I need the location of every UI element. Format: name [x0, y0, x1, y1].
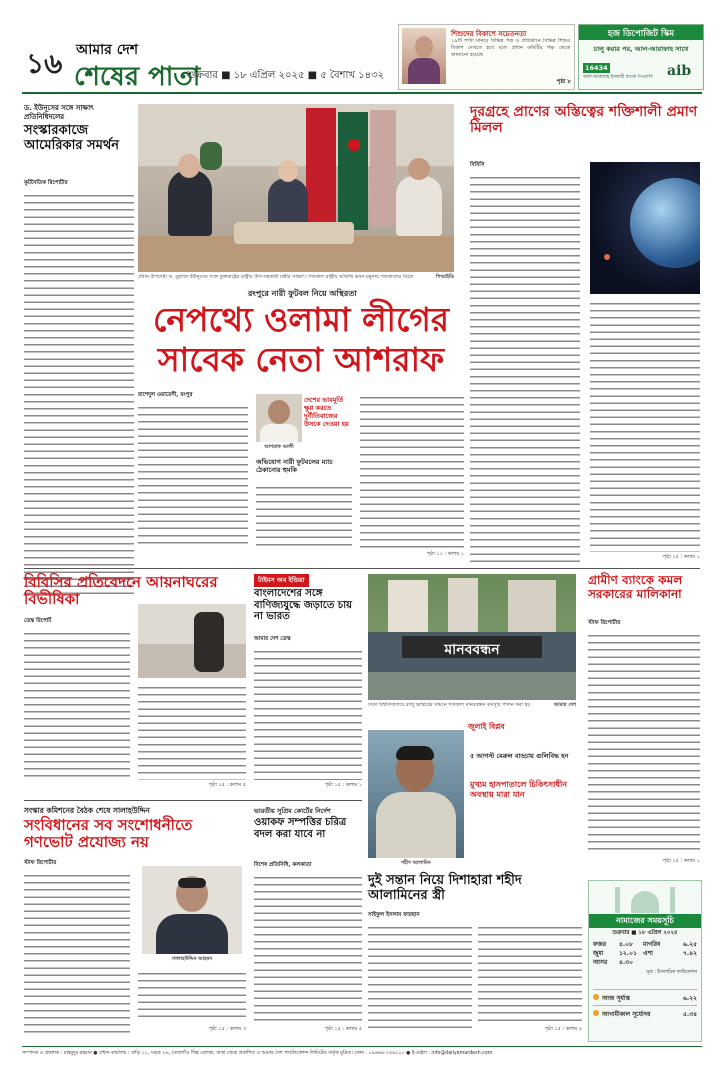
- story-grameen-bank[interactable]: [588, 574, 700, 872]
- photo-salahuddin: [142, 866, 242, 954]
- story-olama-league[interactable]: [138, 288, 464, 563]
- masthead-rule: [22, 92, 702, 94]
- page-number: ১৬: [26, 47, 63, 80]
- prayer-times-box: [588, 880, 702, 1042]
- story-body: [254, 874, 362, 1024]
- story-byline: স্টাফ রিপোর্টার: [588, 620, 621, 626]
- story-body: [588, 632, 700, 854]
- teaser-ref: পৃষ্ঠা ৮: [556, 79, 571, 85]
- prayer-row: [593, 958, 697, 967]
- story-body-col2: [138, 970, 246, 1022]
- source-label: টাইমস অব ইন্ডিয়া: [254, 574, 309, 587]
- story-continued: পৃষ্ঠা ১৫ : কলাম ৫: [208, 782, 246, 788]
- section-label: জুলাই বিপ্লব: [468, 722, 505, 731]
- ad-logo: aib: [667, 63, 692, 79]
- photo-meeting-caption: প্রধান উপদেষ্টা ড. মুহাম্মদ ইউনূসের সঙ্গে যুক্তরাষ্ট্রের রাষ্ট্রীয় উপ-সহকারী মন্ত্রীর সাক্ষাৎ। গতকাল রাষ্ট্রীয় অতিথি ভবন যমুনায় গতকালের বৈঠক: [138, 274, 414, 280]
- sunrise-time: ৫.৩৪: [683, 1011, 697, 1018]
- photo-salahuddin-name: সালাহউদ্দিন আহমদ: [171, 956, 213, 962]
- prayer-time: ৭.৪২: [683, 950, 697, 957]
- page-name: শেষের পাতা: [74, 62, 201, 92]
- photo-ashraf: [256, 394, 302, 442]
- ad-subtitle: চালু করার পর, আল-আরাফাহ সাথে: [593, 45, 689, 53]
- prayer-name: মাগরিব: [643, 941, 661, 948]
- story-martyr-alamin[interactable]: [368, 722, 582, 1040]
- story-kicker: সংস্কার কমিশনের বৈঠক শেষে সালাহউদ্দিন: [24, 806, 150, 815]
- prayer-title: নামাজের সময়সূচি: [589, 914, 701, 928]
- story-byline: ডেস্ক রিপোর্ট: [24, 618, 52, 624]
- teaser-title: শিশুদের বিকাশে সচেতনতা: [451, 30, 527, 38]
- prayer-name: ফজর: [593, 941, 607, 948]
- teaser-text: ১৯টি শাখা মানবে বিভিন্ন পত্র ও প্রতিষ্ঠানে বিভিন্ন শিশুর বিকাশ দেখতে হবে বলে প্রধান কমিটির পক্ষ থেকে জানানো হয়েছে: [451, 38, 570, 59]
- story-body-col2: [138, 684, 246, 780]
- photo-aynaghar: [138, 604, 246, 678]
- story-byline: বিশেষ প্রতিনিধি, কলকাতা: [254, 862, 312, 868]
- ad-phone: 16434: [585, 64, 608, 72]
- story-byline: স্টাফ রিপোর্টার: [24, 860, 57, 866]
- prayer-table: [593, 940, 697, 967]
- prayer-time: ৬.২৫: [683, 941, 697, 948]
- section-rule-left: [24, 800, 362, 801]
- ad-bank: আল-আরাফাহ ইসলামী ব্যাংক পিএলসি: [583, 75, 653, 80]
- story-body-col1: [138, 404, 248, 549]
- footer-imprint: সম্পাদক ও প্রকাশক : মাহমুদুর রহমান ● প্রধান কার্যালয় : বাড়ি ১১, সড়ক ২৬, তেজগাঁও শিল্প এলাকা, ঢাকা থেকে প্রকাশিত ও আমার দেশ পাবলিকেশন্স লিমিটেড কর্তৃক মুদ্রিত। ফোন : ০৯৬৬৯-২৫৯০০০ ● ই-মেইল : info@dailyamardesh.com: [22, 1051, 493, 1056]
- story-trade-war[interactable]: [254, 574, 362, 796]
- story-body-col2: [590, 300, 700, 552]
- story-byline: বিবিসি: [470, 162, 485, 168]
- story-kicker: ভারতীয় সুপ্রিম কোর্টের নির্দেশ: [254, 807, 331, 815]
- sunset-row: [593, 989, 697, 1004]
- photo-ashraf-name: আশরাফ আলী: [264, 444, 294, 450]
- story-kicker: রংপুরে নারী ফুটবল নিয়ে অস্থিরতা: [248, 289, 357, 298]
- story-title: বিবিসির প্রতিবেদনে আয়নাঘরের বিভীষিকা: [24, 573, 218, 609]
- date-line: শুক্রবার ■ ১৮ এপ্রিল ২০২৫ ■ ৫ বৈশাখ ১৪৩২: [187, 70, 385, 81]
- prayer-date: শুক্রবার ■ ১৮ এপ্রিল ২০২৫: [612, 930, 678, 936]
- story-constitution[interactable]: [24, 806, 246, 1040]
- sunrise-label: আগামীকাল সূর্যোদয়: [602, 1011, 651, 1018]
- photo-meeting: [138, 104, 454, 272]
- story-byline: কূটনৈতিক রিপোর্টার: [24, 180, 68, 186]
- photo-human-chain-caption: ঢাকা বিশ্ববিদ্যালয়ে রাজু ভাস্কর্যের সামনে গতকাল মানববন্ধন কর্মসূচি পালন করা হয়: [368, 702, 531, 708]
- mosque-icon: [611, 885, 679, 913]
- story-note-2: মুখ্যম হাসপাতালে চিকিৎসাধীন অবস্থায় মারা যান: [470, 780, 568, 799]
- sun-icon: [593, 1010, 599, 1016]
- photo-planet: [590, 162, 700, 294]
- story-quote: দেশের ভাবমূর্তি ক্ষুণ্ণ করতে দুর্নীতিবাজের উসকে দেওয়া হয়: [304, 396, 349, 428]
- story-title: দূরগ্রহে প্রাণের অস্তিত্বের শক্তিশালী প্রমাণ মিলল: [470, 104, 698, 137]
- story-byline: রাশেদুল ওয়ারেসী, রংপুর: [138, 392, 193, 398]
- sun-icon: [593, 994, 599, 1000]
- teaser-photo: [402, 28, 446, 84]
- prayer-row: [593, 940, 697, 949]
- photo-banner-text: মানববন্ধন: [444, 642, 500, 658]
- brand-small: আমার দেশ: [76, 42, 139, 58]
- story-continued: পৃষ্ঠা ১৫ : কলাম ৫: [324, 1026, 362, 1032]
- story-body-col1: [24, 630, 130, 780]
- prayer-row: [593, 949, 697, 958]
- story-title: ওয়াকফ সম্পত্তির চরিত্র বদল করা যাবে না: [254, 817, 347, 840]
- prayer-time: ৪.৩০: [619, 959, 633, 966]
- story-note: ৫ আগস্ট মেরুল বাড্ডায় গুলিবিদ্ধ হন: [470, 752, 569, 760]
- photo-meeting-credit: পিআইডি: [435, 274, 454, 280]
- photo-human-chain: [368, 574, 576, 700]
- story-title: সংস্কারকাজে আমেরিকার সমর্থন: [24, 123, 120, 153]
- story-continued: পৃষ্ঠা ১৫ : কলাম ৩: [208, 1026, 246, 1032]
- prayer-time: ৪.০৮: [619, 941, 633, 948]
- photo-alamin-name: শহীদ আলামিন: [401, 860, 431, 866]
- story-title: বাংলাদেশের সঙ্গে বাণিজ্যযুদ্ধে জড়াতে চায় না ভারত: [254, 588, 352, 622]
- story-aynaghar[interactable]: [24, 574, 246, 796]
- story-note: অভিযোগ নারী ফুটবলের ম্যাচ ঠেকানোর হুমকি: [256, 458, 333, 474]
- photo-alamin: [368, 730, 464, 858]
- story-byline: সাইফুল ইসলাম ফারহান: [368, 912, 420, 918]
- story-title: গ্রামীণ ব্যাংকে কমল সরকারের মালিকানা: [588, 573, 683, 601]
- teaser-box[interactable]: [398, 24, 575, 90]
- story-waqf[interactable]: [254, 806, 362, 1040]
- prayer-source: সূত্র : ইসলামিক ফাউন্ডেশন: [646, 970, 697, 975]
- story-us-support[interactable]: [24, 104, 134, 604]
- story-body-col3: [360, 394, 464, 549]
- story-body: [24, 192, 134, 597]
- section-rule: [24, 568, 700, 569]
- story-body-col1: [24, 872, 130, 1036]
- prayer-name: আসর: [593, 959, 608, 966]
- sunset-time: ৬.২২: [683, 995, 697, 1002]
- story-body-col2: [478, 924, 582, 1024]
- story-continued: পৃষ্ঠা ১৫ : কলাম ১: [662, 554, 700, 560]
- story-continued: পৃষ্ঠা ১৫ : কলাম ১: [324, 782, 362, 788]
- story-title: দুই সন্তান নিয়ে দিশাহারা শহীদ আলামিনের স্ত্রী: [368, 873, 522, 903]
- story-title: নেপথ্যে ওলামা লীগের সাবেক নেতা আশরাফ: [152, 300, 450, 379]
- story-continued: পৃষ্ঠা ১৫ : কলাম ১: [662, 858, 700, 864]
- ad-title: হজ ডিপোজিট স্কিম: [607, 29, 675, 39]
- ad-box[interactable]: [578, 24, 704, 90]
- masthead: [22, 20, 702, 90]
- footer-rule: [22, 1046, 702, 1047]
- story-body: [254, 648, 362, 780]
- story-exoplanet[interactable]: [470, 104, 700, 564]
- story-continued: পৃষ্ঠা ১১ : কলাম ১: [426, 551, 464, 557]
- prayer-name: জুমা: [593, 950, 604, 957]
- sunrise-row: [593, 1005, 697, 1020]
- story-body-col1: [368, 924, 472, 1030]
- photo-human-chain-credit: আমার দেশ: [553, 702, 576, 708]
- prayer-name: এশা: [643, 950, 653, 957]
- story-body-col2: [256, 484, 352, 549]
- story-body-col1: [470, 174, 580, 564]
- sunset-label: আজ সূর্যাস্ত: [602, 995, 630, 1002]
- prayer-time: ১২.০১: [619, 950, 637, 957]
- story-kicker: ড. ইউনূসের সঙ্গে সাক্ষাৎ প্রতিনিধিদলের: [24, 104, 94, 121]
- story-continued: পৃষ্ঠা ১৫ : কলাম ৪: [544, 1026, 582, 1032]
- story-byline: আমার দেশ ডেস্ক: [254, 636, 291, 642]
- story-title: সংবিধানের সব সংশোধনীতে গণভোট প্রযোজ্য নয়: [24, 816, 193, 852]
